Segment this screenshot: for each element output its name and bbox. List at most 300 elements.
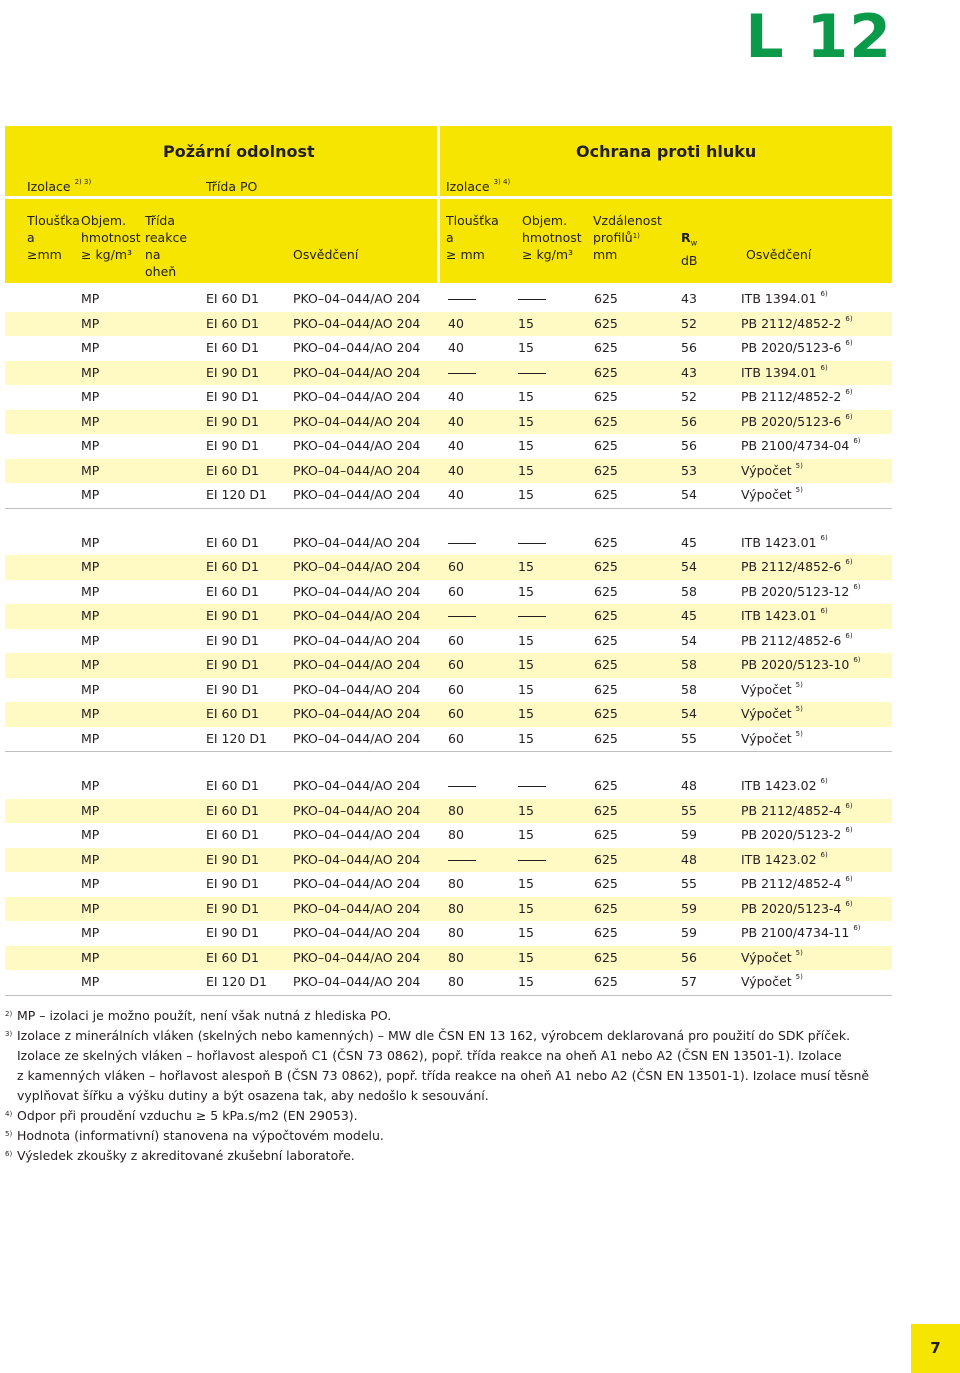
cell-rw: 54 bbox=[681, 559, 697, 574]
footnote-ref: 6) bbox=[845, 388, 853, 396]
footnote-ref: 6) bbox=[845, 339, 853, 347]
cell-thickness: 80 bbox=[448, 876, 464, 891]
table-row bbox=[5, 970, 892, 996]
cell-rw: 57 bbox=[681, 974, 697, 989]
cell-fire-certificate: PKO–04–044/AO 204 bbox=[293, 291, 421, 306]
cell-sound-certificate: PB 2020/5123-6 $^{6)}$ bbox=[741, 412, 853, 429]
cell-fire-certificate: PKO–04–044/AO 204 bbox=[293, 974, 421, 989]
cell-insulation: MP bbox=[81, 438, 100, 453]
cell-insulation: MP bbox=[81, 559, 100, 574]
footnote-ref: 6) bbox=[853, 437, 861, 445]
cell-density: 15 bbox=[518, 876, 534, 891]
cell-density: 15 bbox=[518, 632, 534, 648]
cell-insulation: MP bbox=[81, 364, 100, 380]
cell-fire-class: EI 90 D1 bbox=[206, 876, 260, 891]
cell-profile-spacing: 625 bbox=[594, 657, 618, 672]
cell-profile-spacing: 625 bbox=[594, 778, 618, 793]
cell-profile-spacing: 625 bbox=[594, 559, 618, 574]
cell-sound-certificate: Výpočet $^{5)}$ bbox=[741, 729, 803, 746]
cell-profile-spacing: 625 bbox=[594, 291, 618, 306]
cell-profile-spacing: 625 bbox=[594, 438, 618, 453]
cell-fire-class: EI 60 D1 bbox=[206, 583, 260, 599]
table-row bbox=[5, 410, 892, 435]
footnote-ref: 5) bbox=[795, 705, 803, 713]
header-izolace-left: Izolace $^{2) 3)}$ bbox=[27, 178, 92, 194]
cell-fire-class: EI 60 D1 bbox=[206, 315, 260, 331]
cell-insulation: MP bbox=[81, 487, 100, 502]
footnote-number: 5) bbox=[5, 1130, 13, 1138]
cell-fire-certificate: PKO–04–044/AO 204 bbox=[293, 827, 421, 842]
table-row bbox=[5, 312, 892, 337]
cell-density: 15 bbox=[518, 802, 534, 818]
cell-fire-certificate: PKO–04–044/AO 204 bbox=[293, 583, 421, 599]
cell-thickness: 40 bbox=[448, 487, 464, 502]
cell-density: 15 bbox=[518, 900, 534, 916]
cell-profile-spacing: 625 bbox=[594, 949, 618, 965]
cell-density: 15 bbox=[518, 315, 534, 331]
cell-rw: 55 bbox=[681, 730, 697, 746]
cell-fire-class: EI 60 D1 bbox=[206, 778, 260, 793]
cell-sound-certificate: PB 2112/4852-6 $^{6)}$ bbox=[741, 558, 853, 574]
footnotes bbox=[5, 1006, 905, 1166]
table-row bbox=[5, 653, 892, 678]
cell-insulation: MP bbox=[81, 876, 100, 891]
cell-sound-certificate: ITB 1394.01 $^{6)}$ bbox=[741, 363, 828, 380]
cell-thickness: 60 bbox=[448, 681, 464, 697]
table-row bbox=[5, 531, 892, 556]
cell-sound-certificate: PB 2020/5123-2 $^{6)}$ bbox=[741, 826, 853, 842]
cell-profile-spacing: 625 bbox=[594, 900, 618, 916]
cell-fire-class: EI 90 D1 bbox=[206, 413, 260, 429]
table-row bbox=[5, 604, 892, 629]
cell-fire-certificate: PKO–04–044/AO 204 bbox=[293, 925, 421, 940]
table-row bbox=[5, 336, 892, 361]
footnote-ref: 6) bbox=[820, 607, 828, 615]
cell-profile-spacing: 625 bbox=[594, 730, 618, 746]
cell-fire-class: EI 60 D1 bbox=[206, 706, 260, 721]
header-col-thickness-left: Tloušťka a ≥mm bbox=[27, 213, 80, 262]
footnote-line: Izolace ze skelných vláken – hořlavost alespoň C1 (ČSN 73 0862), popř. třída reakce na oheň A1 nebo A2 (ČSN EN 13501-1). Izolace bbox=[17, 1048, 842, 1063]
header-izolace-right: Izolace $^{3) 4)}$ bbox=[446, 178, 511, 194]
cell-rw: 59 bbox=[681, 925, 697, 940]
page-number: 7 bbox=[911, 1324, 960, 1373]
cell-thickness: 80 bbox=[448, 925, 464, 940]
cell-profile-spacing: 625 bbox=[594, 681, 618, 697]
footnote-line: 3) Izolace z minerálních vláken (skelných nebo kamenných) – MW dle ČSN EN 13 162, výrobcem deklarovaná pro použití do SDK příček. bbox=[5, 1026, 905, 1046]
cell-rw: 59 bbox=[681, 827, 697, 842]
cell-sound-certificate: PB 2020/5123-4 $^{6)}$ bbox=[741, 899, 853, 916]
table-row bbox=[5, 459, 892, 484]
cell-rw: 43 bbox=[681, 364, 697, 380]
cell-profile-spacing: 625 bbox=[594, 632, 618, 648]
cell-sound-certificate: PB 2020/5123-6 $^{6)}$ bbox=[741, 339, 853, 355]
cell-thickness: 40 bbox=[448, 315, 464, 331]
cell-thickness: 60 bbox=[448, 583, 464, 599]
cell-rw: 55 bbox=[681, 802, 697, 818]
header-trida-po: Třída PO bbox=[206, 179, 258, 194]
cell-thickness: 60 bbox=[448, 559, 464, 574]
footnote-line: z kamenných vláken – hořlavost alespoň B (ČSN 73 0862), popř. třída reakce na oheň A1 nebo A2 (ČSN EN 13501-1). Izolace musí těsně bbox=[17, 1068, 870, 1083]
cell-profile-spacing: 625 bbox=[594, 364, 618, 380]
header-fire-resistance: Požární odolnost bbox=[163, 142, 315, 161]
cell-sound-certificate: PB 2112/4852-4 $^{6)}$ bbox=[741, 875, 853, 891]
cell-fire-class: EI 60 D1 bbox=[206, 802, 260, 818]
cell-density: 15 bbox=[518, 487, 534, 502]
cell-thickness: 60 bbox=[448, 632, 464, 648]
header-col-reaction-class: Třída reakce na oheň bbox=[145, 213, 188, 279]
footnote-ref: 6) bbox=[845, 631, 853, 640]
cell-insulation: MP bbox=[81, 706, 100, 721]
cell-fire-class: EI 90 D1 bbox=[206, 925, 260, 940]
cell-thickness: 60 bbox=[448, 657, 464, 672]
cell-sound-certificate: Výpočet $^{5)}$ bbox=[741, 461, 803, 478]
cell-rw: 54 bbox=[681, 632, 697, 648]
cell-thickness: 40 bbox=[448, 462, 464, 478]
cell-insulation: MP bbox=[81, 802, 100, 818]
cell-fire-certificate: PKO–04–044/AO 204 bbox=[293, 608, 421, 623]
cell-profile-spacing: 625 bbox=[594, 827, 618, 842]
footnote-ref: 5) bbox=[795, 680, 803, 689]
footnote-line: 2) MP – izolaci je možno použít, není však nutná z hlediska PO. bbox=[5, 1006, 905, 1026]
table-group bbox=[5, 531, 892, 753]
cell-sound-certificate: ITB 1423.02 $^{6)}$ bbox=[741, 850, 828, 867]
cell-density: 15 bbox=[518, 706, 534, 721]
cell-thickness-dash bbox=[448, 373, 476, 374]
cell-fire-certificate: PKO–04–044/AO 204 bbox=[293, 802, 421, 818]
header-col-density-left: Objem. hmotnost ≥ kg/m³ bbox=[81, 213, 141, 262]
cell-fire-class: EI 90 D1 bbox=[206, 681, 260, 697]
footnote-ref: 6) bbox=[853, 582, 861, 591]
cell-insulation: MP bbox=[81, 900, 100, 916]
page-section-label: L 12 bbox=[745, 2, 892, 72]
cell-fire-certificate: PKO–04–044/AO 204 bbox=[293, 389, 421, 404]
cell-rw: 56 bbox=[681, 438, 697, 453]
cell-sound-certificate: ITB 1423.01 $^{6)}$ bbox=[741, 533, 828, 550]
cell-insulation: MP bbox=[81, 413, 100, 429]
cell-fire-certificate: PKO–04–044/AO 204 bbox=[293, 364, 421, 380]
footnote-ref: 6) bbox=[845, 314, 853, 323]
cell-insulation: MP bbox=[81, 340, 100, 355]
table-header bbox=[5, 126, 892, 283]
header-col-certificate-right: Osvědčení bbox=[746, 247, 812, 262]
cell-density: 15 bbox=[518, 438, 534, 453]
footnote-ref: 6) bbox=[820, 290, 828, 298]
data-table bbox=[5, 287, 892, 1018]
cell-fire-certificate: PKO–04–044/AO 204 bbox=[293, 632, 421, 648]
cell-fire-certificate: PKO–04–044/AO 204 bbox=[293, 851, 421, 867]
table-row bbox=[5, 727, 892, 753]
cell-profile-spacing: 625 bbox=[594, 315, 618, 331]
footnote-line: 6) Výsledek zkoušky z akreditované zkušební laboratoře. bbox=[5, 1146, 905, 1166]
cell-fire-certificate: PKO–04–044/AO 204 bbox=[293, 900, 421, 916]
cell-sound-certificate: PB 2100/4734-04 $^{6)}$ bbox=[741, 437, 861, 453]
cell-insulation: MP bbox=[81, 389, 100, 404]
table-row bbox=[5, 848, 892, 873]
cell-sound-certificate: Výpočet $^{5)}$ bbox=[741, 680, 803, 697]
cell-fire-certificate: PKO–04–044/AO 204 bbox=[293, 315, 421, 331]
cell-thickness: 80 bbox=[448, 949, 464, 965]
footnote-number: 6) bbox=[5, 1150, 13, 1158]
cell-density: 15 bbox=[518, 559, 534, 574]
footnote-number: 2) bbox=[5, 1010, 13, 1018]
cell-fire-certificate: PKO–04–044/AO 204 bbox=[293, 778, 421, 793]
cell-density-dash bbox=[518, 786, 546, 787]
footnote-ref: 6) bbox=[845, 558, 853, 566]
cell-insulation: MP bbox=[81, 315, 100, 331]
cell-sound-certificate: PB 2112/4852-2 $^{6)}$ bbox=[741, 388, 853, 404]
cell-rw: 58 bbox=[681, 583, 697, 599]
cell-thickness: 80 bbox=[448, 827, 464, 842]
cell-rw: 56 bbox=[681, 413, 697, 429]
cell-insulation: MP bbox=[81, 608, 100, 623]
cell-profile-spacing: 625 bbox=[594, 413, 618, 429]
footnote-ref: 5) bbox=[795, 486, 803, 494]
cell-sound-certificate: PB 2112/4852-4 $^{6)}$ bbox=[741, 801, 853, 818]
cell-insulation: MP bbox=[81, 632, 100, 648]
header-separator bbox=[5, 196, 892, 199]
cell-sound-certificate: Výpočet $^{5)}$ bbox=[741, 973, 803, 989]
cell-rw: 48 bbox=[681, 778, 697, 793]
cell-density-dash bbox=[518, 543, 546, 544]
cell-rw: 58 bbox=[681, 681, 697, 697]
cell-insulation: MP bbox=[81, 778, 100, 793]
cell-sound-certificate: PB 2020/5123-10 $^{6)}$ bbox=[741, 656, 861, 672]
cell-thickness-dash bbox=[448, 616, 476, 617]
cell-density: 15 bbox=[518, 949, 534, 965]
cell-density: 15 bbox=[518, 681, 534, 697]
cell-fire-class: EI 60 D1 bbox=[206, 534, 260, 550]
footnote-number: 3) bbox=[5, 1030, 13, 1038]
table-row bbox=[5, 678, 892, 703]
cell-density-dash bbox=[518, 299, 546, 300]
cell-fire-class: EI 120 D1 bbox=[206, 974, 267, 989]
table-row bbox=[5, 580, 892, 605]
footnote-ref: 6) bbox=[853, 656, 861, 664]
cell-rw: 52 bbox=[681, 389, 697, 404]
cell-thickness-dash bbox=[448, 860, 476, 861]
cell-thickness: 80 bbox=[448, 802, 464, 818]
cell-rw: 58 bbox=[681, 657, 697, 672]
cell-profile-spacing: 625 bbox=[594, 462, 618, 478]
cell-rw: 45 bbox=[681, 534, 697, 550]
table-row bbox=[5, 921, 892, 946]
cell-thickness: 60 bbox=[448, 730, 464, 746]
cell-sound-certificate: ITB 1423.01 $^{6)}$ bbox=[741, 607, 828, 623]
cell-sound-certificate: PB 2020/5123-12 $^{6)}$ bbox=[741, 582, 861, 599]
cell-fire-class: EI 90 D1 bbox=[206, 657, 260, 672]
footnote-ref: 6) bbox=[845, 875, 853, 883]
cell-thickness: 40 bbox=[448, 413, 464, 429]
table-row bbox=[5, 702, 892, 727]
cell-insulation: MP bbox=[81, 851, 100, 867]
header-col-density-right: Objem. hmotnost ≥ kg/m³ bbox=[522, 213, 582, 262]
cell-rw: 59 bbox=[681, 900, 697, 916]
footnote-ref: 6) bbox=[820, 850, 828, 859]
cell-fire-class: EI 90 D1 bbox=[206, 851, 260, 867]
cell-rw: 56 bbox=[681, 949, 697, 965]
cell-rw: 45 bbox=[681, 608, 697, 623]
header-col-rw: $R_w$ dB bbox=[681, 230, 698, 268]
cell-profile-spacing: 625 bbox=[594, 389, 618, 404]
cell-fire-certificate: PKO–04–044/AO 204 bbox=[293, 487, 421, 502]
cell-thickness: 40 bbox=[448, 340, 464, 355]
cell-insulation: MP bbox=[81, 534, 100, 550]
table-row bbox=[5, 385, 892, 410]
footnote-ref: 6) bbox=[820, 777, 828, 785]
header-col-thickness-right: Tloušťka a ≥ mm bbox=[446, 213, 499, 262]
cell-insulation: MP bbox=[81, 949, 100, 965]
table-row bbox=[5, 361, 892, 386]
table-row bbox=[5, 946, 892, 971]
table-row bbox=[5, 555, 892, 580]
cell-insulation: MP bbox=[81, 462, 100, 478]
cell-density: 15 bbox=[518, 974, 534, 989]
cell-sound-certificate: Výpočet $^{5)}$ bbox=[741, 705, 803, 721]
cell-fire-certificate: PKO–04–044/AO 204 bbox=[293, 876, 421, 891]
cell-insulation: MP bbox=[81, 730, 100, 746]
cell-rw: 55 bbox=[681, 876, 697, 891]
footnote-ref: 6) bbox=[845, 899, 853, 908]
cell-density: 15 bbox=[518, 413, 534, 429]
cell-profile-spacing: 625 bbox=[594, 534, 618, 550]
footnote-ref: 5) bbox=[795, 461, 803, 470]
cell-profile-spacing: 625 bbox=[594, 487, 618, 502]
cell-thickness: 80 bbox=[448, 974, 464, 989]
footnote-ref: 5) bbox=[795, 729, 803, 738]
cell-thickness: 60 bbox=[448, 706, 464, 721]
cell-profile-spacing: 625 bbox=[594, 706, 618, 721]
table-row bbox=[5, 897, 892, 922]
cell-sound-certificate: PB 2112/4852-2 $^{6)}$ bbox=[741, 314, 853, 331]
footnote-ref: 6) bbox=[845, 412, 853, 421]
cell-thickness-dash bbox=[448, 299, 476, 300]
table-row bbox=[5, 287, 892, 312]
footnote-ref: 6) bbox=[820, 363, 828, 372]
cell-insulation: MP bbox=[81, 827, 100, 842]
cell-sound-certificate: ITB 1394.01 $^{6)}$ bbox=[741, 290, 828, 306]
cell-density: 15 bbox=[518, 462, 534, 478]
cell-insulation: MP bbox=[81, 925, 100, 940]
header-col-profile-spacing: Vzdálenost profilů$^{1)}$ mm bbox=[593, 213, 662, 262]
cell-profile-spacing: 625 bbox=[594, 876, 618, 891]
cell-density-dash bbox=[518, 373, 546, 374]
header-col-certificate-left: Osvědčení bbox=[293, 247, 359, 262]
table-row bbox=[5, 799, 892, 824]
cell-fire-class: EI 90 D1 bbox=[206, 389, 260, 404]
cell-rw: 54 bbox=[681, 706, 697, 721]
cell-sound-certificate: PB 2100/4734-11 $^{6)}$ bbox=[741, 924, 861, 940]
cell-rw: 54 bbox=[681, 487, 697, 502]
cell-profile-spacing: 625 bbox=[594, 583, 618, 599]
cell-thickness: 40 bbox=[448, 438, 464, 453]
cell-insulation: MP bbox=[81, 681, 100, 697]
cell-fire-certificate: PKO–04–044/AO 204 bbox=[293, 730, 421, 746]
footnote-ref: 5) bbox=[795, 973, 803, 981]
cell-fire-certificate: PKO–04–044/AO 204 bbox=[293, 534, 421, 550]
cell-thickness-dash bbox=[448, 786, 476, 787]
cell-rw: 48 bbox=[681, 851, 697, 867]
cell-rw: 52 bbox=[681, 315, 697, 331]
header-divider bbox=[437, 126, 440, 283]
table-row bbox=[5, 434, 892, 459]
cell-fire-class: EI 60 D1 bbox=[206, 340, 260, 355]
cell-density: 15 bbox=[518, 340, 534, 355]
cell-sound-certificate: PB 2112/4852-6 $^{6)}$ bbox=[741, 631, 853, 648]
cell-density: 15 bbox=[518, 657, 534, 672]
cell-fire-certificate: PKO–04–044/AO 204 bbox=[293, 949, 421, 965]
cell-density: 15 bbox=[518, 389, 534, 404]
cell-fire-certificate: PKO–04–044/AO 204 bbox=[293, 462, 421, 478]
cell-fire-certificate: PKO–04–044/AO 204 bbox=[293, 438, 421, 453]
table-row bbox=[5, 483, 892, 509]
cell-fire-class: EI 60 D1 bbox=[206, 827, 260, 842]
table-group bbox=[5, 774, 892, 996]
cell-profile-spacing: 625 bbox=[594, 974, 618, 989]
footnote-ref: 6) bbox=[845, 801, 853, 810]
footnote-ref: 6) bbox=[845, 826, 853, 834]
cell-fire-class: EI 60 D1 bbox=[206, 559, 260, 574]
cell-insulation: MP bbox=[81, 291, 100, 306]
cell-thickness: 80 bbox=[448, 900, 464, 916]
cell-sound-certificate: Výpočet $^{5)}$ bbox=[741, 486, 803, 502]
cell-rw: 53 bbox=[681, 462, 697, 478]
cell-density: 15 bbox=[518, 730, 534, 746]
cell-fire-class: EI 60 D1 bbox=[206, 291, 260, 306]
cell-density: 15 bbox=[518, 827, 534, 842]
cell-density-dash bbox=[518, 616, 546, 617]
header-noise-protection: Ochrana proti hluku bbox=[576, 142, 757, 161]
table-row bbox=[5, 774, 892, 799]
cell-fire-class: EI 120 D1 bbox=[206, 487, 267, 502]
footnote-line: vyplňovat šířku a výšku dutiny a být osazena tak, aby nedošlo k sesouvání. bbox=[17, 1088, 489, 1103]
table-row bbox=[5, 629, 892, 654]
cell-fire-class: EI 90 D1 bbox=[206, 438, 260, 453]
cell-fire-class: EI 90 D1 bbox=[206, 632, 260, 648]
cell-fire-class: EI 90 D1 bbox=[206, 900, 260, 916]
footnote-ref: 6) bbox=[820, 533, 828, 542]
footnote-number: 4) bbox=[5, 1110, 13, 1118]
cell-insulation: MP bbox=[81, 657, 100, 672]
footnote-line: 4) Odpor při proudění vzduchu ≥ 5 kPa.s/m2 (EN 29053). bbox=[5, 1106, 905, 1126]
cell-fire-certificate: PKO–04–044/AO 204 bbox=[293, 681, 421, 697]
cell-fire-certificate: PKO–04–044/AO 204 bbox=[293, 340, 421, 355]
cell-rw: 56 bbox=[681, 340, 697, 355]
cell-profile-spacing: 625 bbox=[594, 802, 618, 818]
footnote-ref: 6) bbox=[853, 924, 861, 932]
table-row bbox=[5, 823, 892, 848]
cell-fire-certificate: PKO–04–044/AO 204 bbox=[293, 559, 421, 574]
cell-fire-class: EI 60 D1 bbox=[206, 949, 260, 965]
cell-fire-class: EI 90 D1 bbox=[206, 364, 260, 380]
cell-sound-certificate: ITB 1423.02 $^{6)}$ bbox=[741, 777, 828, 793]
footnote-ref: 5) bbox=[795, 948, 803, 957]
cell-sound-certificate: Výpočet $^{5)}$ bbox=[741, 948, 803, 965]
cell-fire-certificate: PKO–04–044/AO 204 bbox=[293, 413, 421, 429]
cell-fire-certificate: PKO–04–044/AO 204 bbox=[293, 657, 421, 672]
cell-profile-spacing: 625 bbox=[594, 608, 618, 623]
table-group bbox=[5, 287, 892, 509]
cell-fire-class: EI 120 D1 bbox=[206, 730, 267, 746]
cell-insulation: MP bbox=[81, 583, 100, 599]
cell-density-dash bbox=[518, 860, 546, 861]
cell-profile-spacing: 625 bbox=[594, 340, 618, 355]
cell-thickness-dash bbox=[448, 543, 476, 544]
cell-fire-class: EI 60 D1 bbox=[206, 462, 260, 478]
cell-rw: 43 bbox=[681, 291, 697, 306]
footnote-line: 5) Hodnota (informativní) stanovena na výpočtovém modelu. bbox=[5, 1126, 905, 1146]
cell-insulation: MP bbox=[81, 974, 100, 989]
cell-profile-spacing: 625 bbox=[594, 851, 618, 867]
